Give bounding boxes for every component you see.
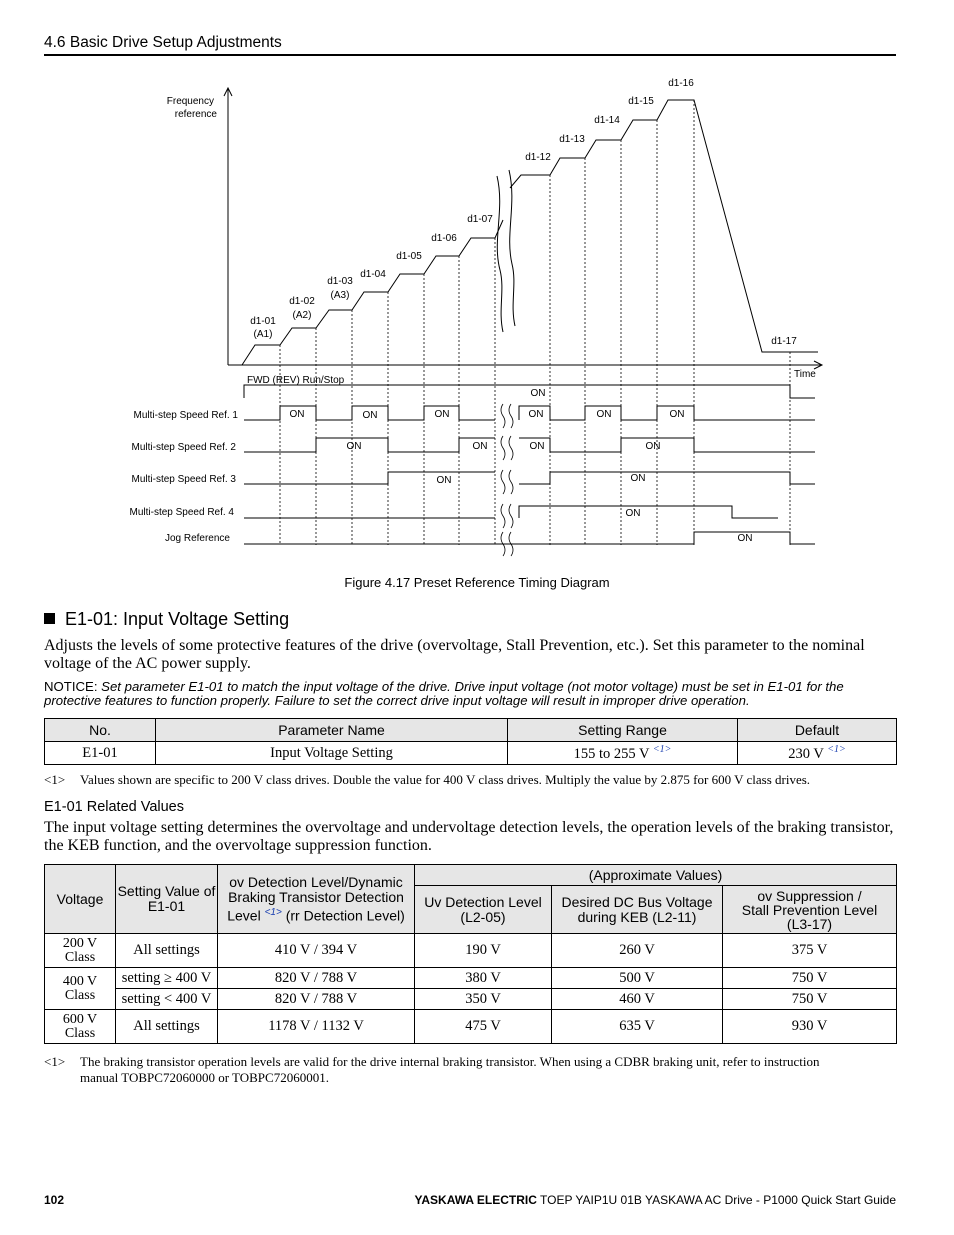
footnote-2-text-2: manual TOBPC72060000 or TOBPC72060001.	[80, 1070, 329, 1085]
on-label: ON	[737, 533, 753, 544]
ov-level: 1178 V / 1132 V	[218, 1010, 415, 1044]
signal-label: Jog Reference	[164, 533, 230, 544]
ovs-level: 930 V	[723, 1010, 897, 1044]
ov-level: 410 V / 394 V	[218, 934, 415, 968]
on-label: ON	[630, 473, 646, 484]
frequency-profile	[242, 100, 818, 365]
footnote-2-marker: <1>	[44, 1054, 66, 1069]
step-label: d1-06	[431, 233, 457, 244]
signal-ref3	[244, 472, 815, 484]
step-alt-label: (A1)	[253, 329, 273, 340]
footer-doc: TOEP YAIP1U 01B YASKAWA AC Drive - P1000 Quick Start Guide	[540, 1193, 896, 1207]
setting-value: All settings	[116, 934, 218, 968]
col-parameter-name: Parameter Name	[156, 719, 508, 742]
step-label: d1-03	[327, 276, 353, 287]
x-axis	[228, 361, 822, 369]
footnote-2-text-1: The braking transistor operation levels are valid for the drive internal braking transistor. When using a CDBR braking unit, refer to instruction	[80, 1054, 820, 1069]
square-bullet-icon	[44, 613, 55, 624]
on-label: ON	[596, 409, 612, 420]
on-label: ON	[346, 441, 362, 452]
related-values-title: E1-01 Related Values	[44, 799, 184, 815]
table-row	[45, 1010, 897, 1044]
on-label: ON	[472, 441, 488, 452]
on-label: ON	[669, 409, 685, 420]
table-row	[45, 934, 897, 968]
col-setting-value: Setting Value of E1-01	[116, 865, 218, 934]
notice-text: Set parameter E1-01 to match the input voltage of the drive. Drive input voltage (not motor voltage) must be set in E1-01 for the protective features to function properly. Failure to set the correct drive input voltage will result in improper drive operation.	[44, 679, 844, 708]
step-label: d1-12	[525, 152, 551, 163]
on-label: ON	[434, 409, 450, 420]
keb-voltage: 500 V	[552, 968, 723, 989]
body-paragraph: Adjusts the levels of some protective features of the drive (overvoltage, Stall Prevention, etc.). Set this parameter to the nominal voltage of the AC power supply.	[44, 637, 865, 672]
y-axis-label: Frequency	[166, 96, 214, 107]
voltage-class: 200 V Class	[45, 934, 116, 968]
param-range: 155 to 255 V $^{<1>}$	[508, 742, 738, 765]
parameter-table	[44, 718, 897, 765]
notice	[44, 680, 902, 708]
subsection-title	[44, 609, 289, 630]
related-values-table	[44, 864, 897, 1044]
param-default: 230 V $^{<1>}$	[738, 742, 897, 765]
y-axis	[224, 88, 232, 365]
col-no: No.	[45, 719, 156, 742]
voltage-class: 400 V Class	[45, 968, 116, 1010]
step-label: d1-13	[559, 134, 585, 145]
on-label: ON	[529, 441, 545, 452]
footnote-1-text: Values shown are specific to 200 V class drives. Double the value for 400 V class drives. Multiply the value by 2.875 for 600 V class drives.	[80, 772, 811, 787]
page-number: 102	[44, 1193, 65, 1207]
signal-label: Multi-step Speed Ref. 4	[129, 507, 234, 518]
keb-voltage: 260 V	[552, 934, 723, 968]
col-keb-voltage: Desired DC Bus Voltage during KEB (L2-11)	[552, 886, 723, 934]
signal-label: Multi-step Speed Ref. 3	[131, 474, 236, 485]
step-label: d1-16	[668, 78, 694, 89]
on-label: ON	[625, 508, 641, 519]
footer-title	[414, 1193, 896, 1207]
setting-value: All settings	[116, 1010, 218, 1044]
param-name: Input Voltage Setting	[156, 742, 508, 765]
footnote-1-marker: <1>	[44, 772, 66, 787]
col-default: Default	[738, 719, 897, 742]
ovs-level: 750 V	[723, 989, 897, 1010]
uv-level: 475 V	[415, 1010, 552, 1044]
on-label: ON	[436, 475, 452, 486]
section-header: 4.6 Basic Drive Setup Adjustments	[44, 34, 896, 56]
on-label: ON	[528, 409, 544, 420]
voltage-class: 600 V Class	[45, 1010, 116, 1044]
setting-value: setting ≥ 400 V	[116, 968, 218, 989]
step-label: d1-17	[771, 336, 797, 347]
step-label: d1-05	[396, 251, 422, 262]
uv-level: 190 V	[415, 934, 552, 968]
col-ov-detection: ov Detection Level/Dynamic Braking Transistor Detection Level $^{<1>}$ (rr Detection Level)	[218, 865, 415, 934]
notice-label: NOTICE:	[44, 679, 98, 694]
ov-level: 820 V / 788 V	[218, 989, 415, 1010]
keb-voltage: 460 V	[552, 989, 723, 1010]
ovs-level: 750 V	[723, 968, 897, 989]
figure-caption: Figure 4.17 Preset Reference Timing Diagram	[344, 575, 610, 590]
param-no: E1-01	[45, 742, 156, 765]
step-alt-label: (A2)	[292, 310, 312, 321]
curve-break-right	[509, 170, 515, 326]
footnote-ref[interactable]: <1>	[827, 743, 846, 755]
keb-voltage: 635 V	[552, 1010, 723, 1044]
timing-diagram	[0, 70, 954, 570]
signal-label: Multi-step Speed Ref. 2	[131, 442, 236, 453]
step-alt-label: (A3)	[330, 290, 350, 301]
step-label: d1-14	[594, 115, 620, 126]
signal-fwd-run	[244, 385, 815, 398]
col-setting-range: Setting Range	[508, 719, 738, 742]
col-voltage: Voltage	[45, 865, 116, 934]
step-label: d1-15	[628, 96, 654, 107]
table-row	[45, 742, 897, 765]
step-label: d1-01	[250, 316, 276, 327]
footer-brand: YASKAWA ELECTRIC	[414, 1193, 537, 1207]
signal-label: Multi-step Speed Ref. 1	[133, 410, 238, 421]
ov-level: 820 V / 788 V	[218, 968, 415, 989]
footnote-ref[interactable]: <1>	[652, 743, 672, 755]
col-uv-detection: Uv Detection Level (L2-05)	[415, 886, 552, 934]
signal-label-fwd-run: FWD (REV) Run/Stop	[247, 375, 345, 386]
time-axis-label: Time	[794, 369, 816, 380]
on-label: ON	[645, 441, 661, 452]
on-label: ON	[289, 409, 305, 420]
subsection-title-text: E1-01: Input Voltage Setting	[65, 609, 290, 629]
uv-level: 380 V	[415, 968, 552, 989]
step-label: d1-04	[360, 269, 386, 280]
ovs-level: 375 V	[723, 934, 897, 968]
table-row	[45, 968, 897, 989]
footnote-ref[interactable]: <1>	[264, 906, 282, 918]
on-label: ON	[362, 410, 378, 421]
col-ov-suppression: ov Suppression / Stall Prevention Level (L3-17)	[723, 886, 897, 934]
uv-level: 350 V	[415, 989, 552, 1010]
step-label: d1-07	[467, 214, 493, 225]
y-axis-label: reference	[174, 109, 217, 120]
step-label: d1-02	[289, 296, 315, 307]
curve-break-left	[497, 176, 503, 332]
col-approximate-values: (Approximate Values)	[415, 865, 897, 886]
on-label: ON	[530, 388, 546, 399]
table-row	[45, 989, 897, 1010]
setting-value: setting < 400 V	[116, 989, 218, 1010]
related-paragraph: The input voltage setting determines the overvoltage and undervoltage detection levels, the operation levels of the braking transistor, the KEB function, and the overvoltage suppression function.	[44, 819, 894, 854]
signal-jog	[244, 532, 815, 544]
